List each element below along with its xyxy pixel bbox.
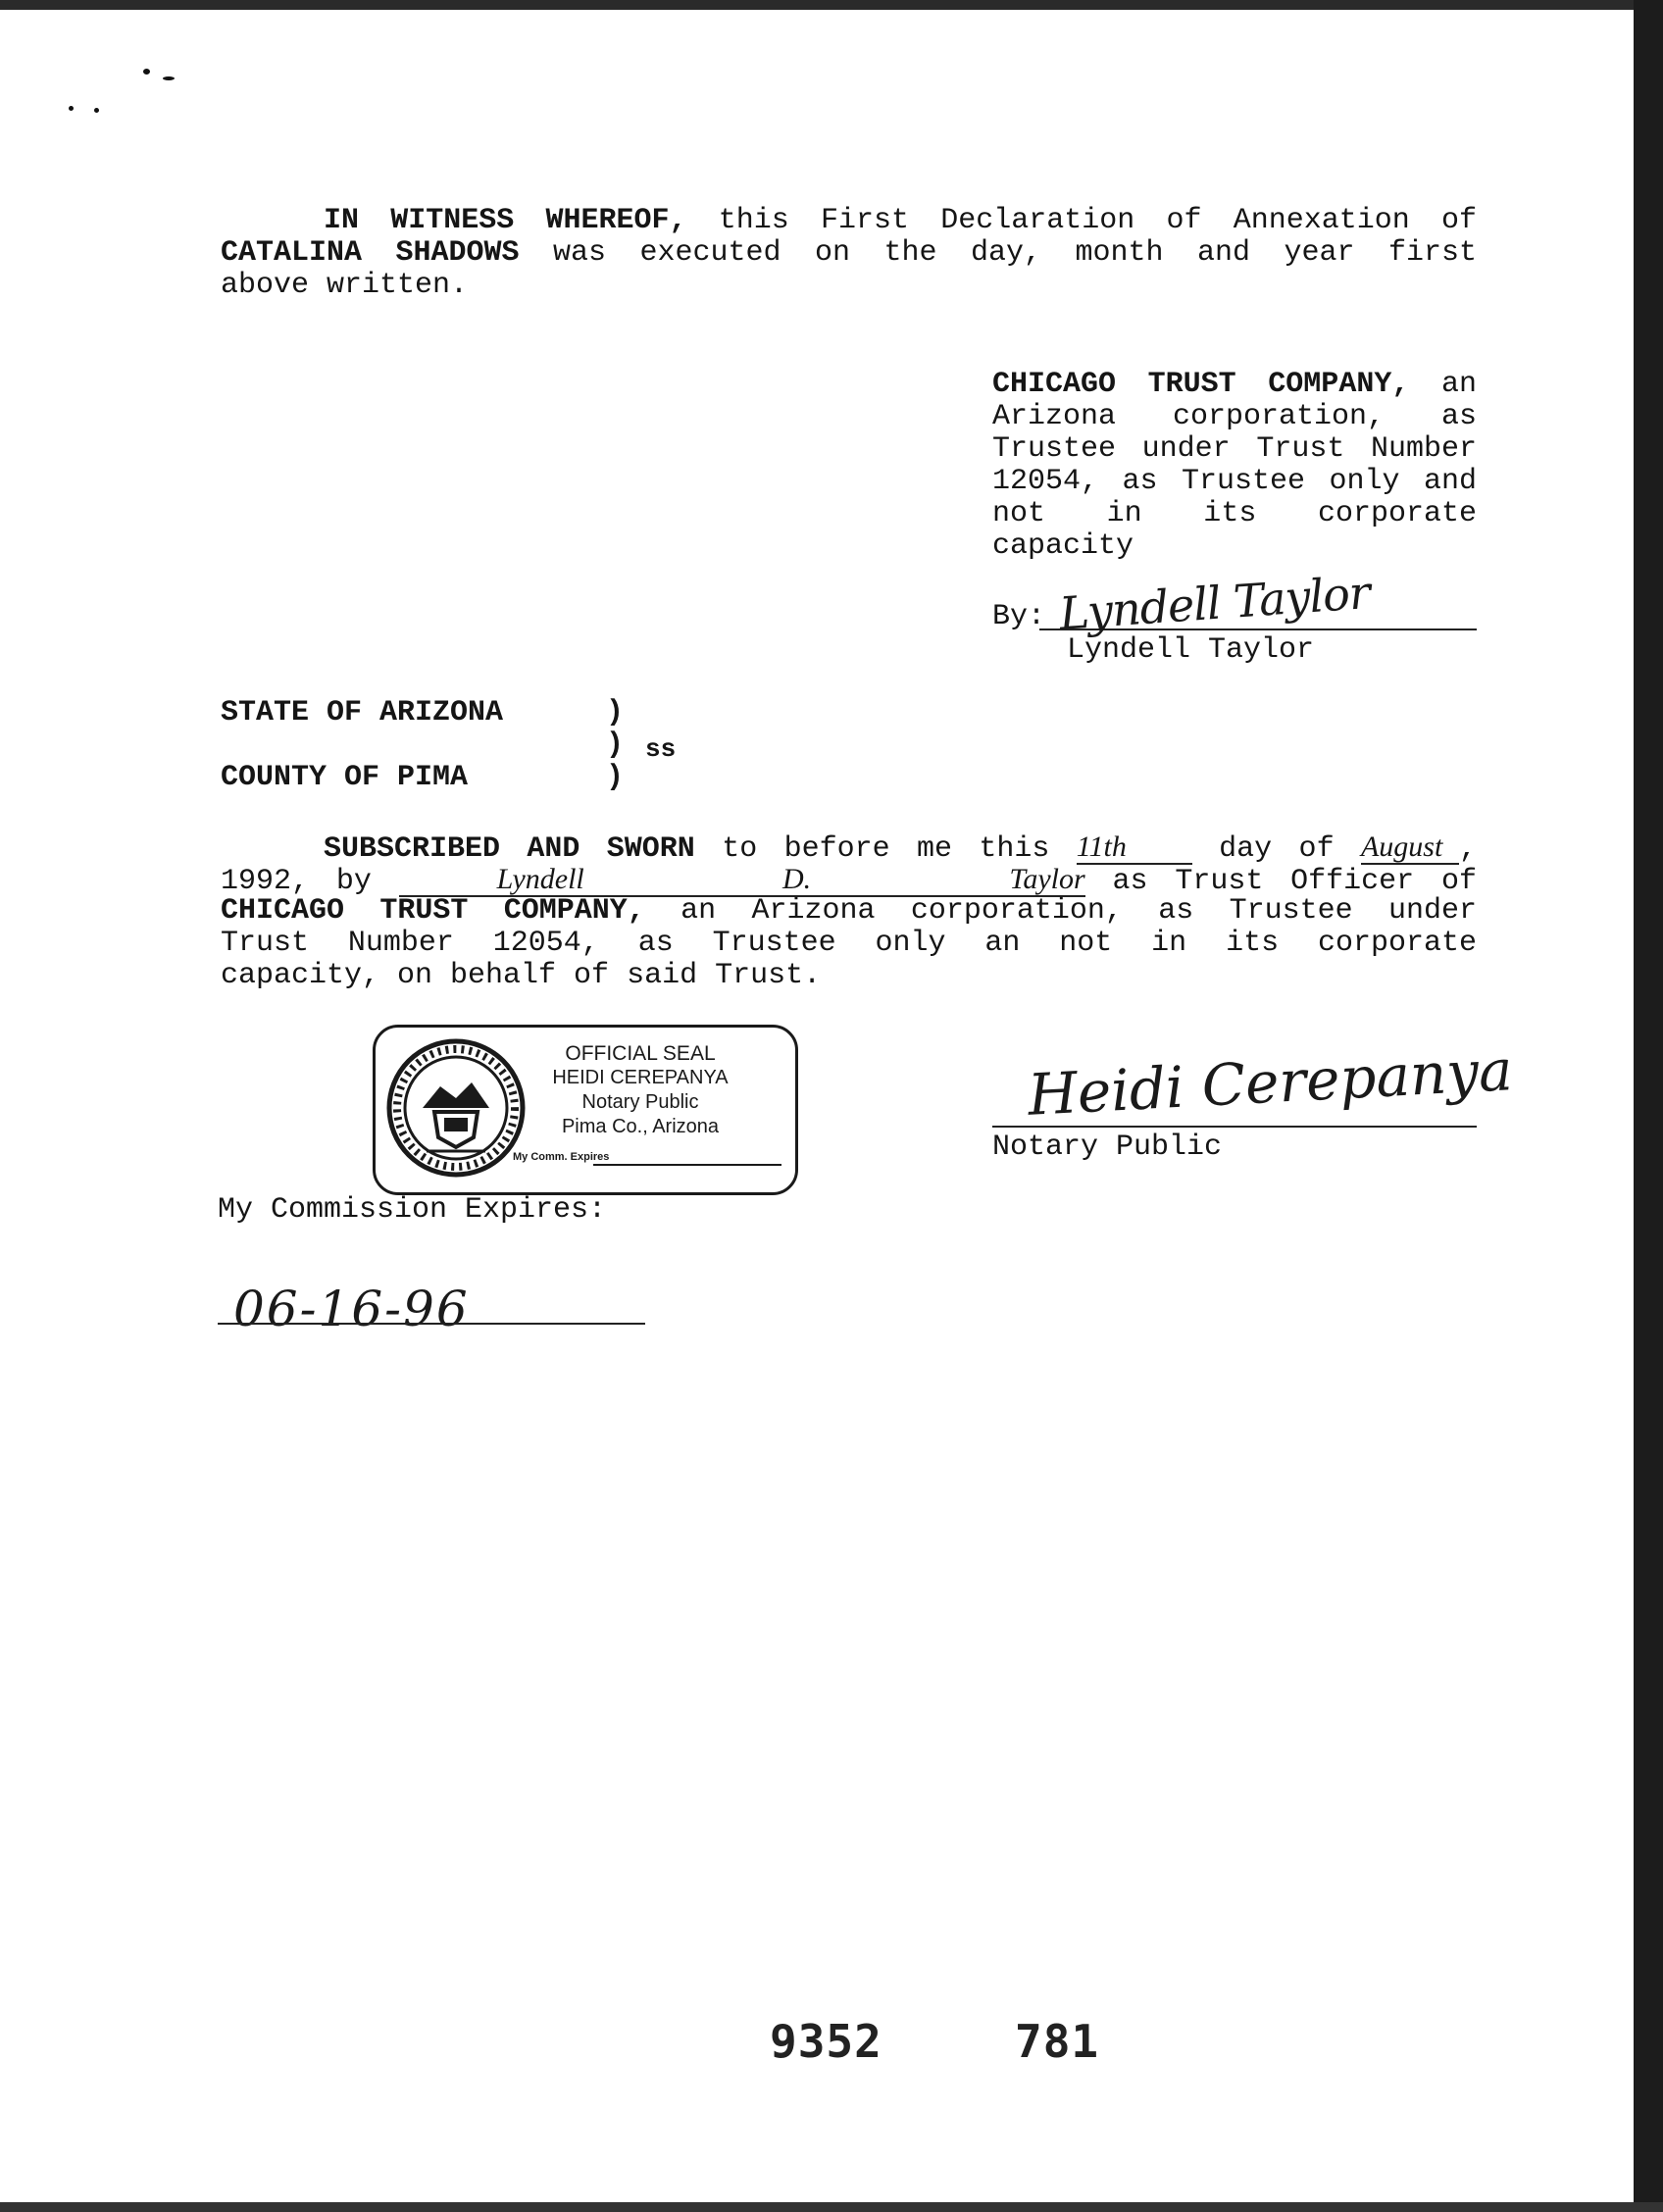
jurat-month: August xyxy=(1361,830,1459,865)
jurat-line-5: capacity, on behalf of said Trust. xyxy=(221,959,822,992)
notary-signature: Heidi Cerepanya xyxy=(1026,1036,1515,1129)
page-number: 781 xyxy=(1015,2015,1100,2068)
scan-edge-bottom xyxy=(0,2202,1663,2212)
jurat-line-1 xyxy=(221,830,1477,866)
witness-line-3: above written. xyxy=(221,269,469,302)
seal-county: Pima Co., Arizona xyxy=(561,1116,720,1137)
signer-name: Lyndell Taylor xyxy=(1067,633,1315,667)
company-name: CHICAGO TRUST COMPANY, xyxy=(992,368,1410,401)
jurat-line-3 xyxy=(221,895,1477,928)
witness-paragraph xyxy=(221,205,1477,302)
venue-ss: ss xyxy=(645,734,677,764)
company-line-1-text: an xyxy=(1440,368,1477,401)
seal-expires-line xyxy=(593,1164,781,1166)
jurat-company: CHICAGO TRUST COMPANY, xyxy=(221,894,645,928)
project-name: CATALINA SHADOWS xyxy=(221,236,520,270)
witness-line-1 xyxy=(221,205,1477,237)
company-line-4: 12054, as Trustee only and xyxy=(992,465,1477,498)
company-line-2: Arizona corporation, as xyxy=(992,400,1477,433)
scan-speck xyxy=(163,76,175,80)
venue-paren-2: ) xyxy=(606,729,625,762)
company-block xyxy=(992,369,1477,563)
jurat-officer-role: as Trust Officer of xyxy=(1112,865,1477,898)
by-label: By: xyxy=(992,600,1046,633)
notary-label: Notary Public xyxy=(992,1131,1223,1164)
jurat-day-of: day of xyxy=(1219,832,1335,866)
company-line-6: capacity xyxy=(992,529,1134,563)
notary-signature-line xyxy=(992,1126,1477,1128)
company-line-5: not in its corporate xyxy=(992,497,1477,530)
seal-role: Notary Public xyxy=(581,1091,699,1113)
venue-state: STATE OF ARIZONA xyxy=(221,696,504,729)
jurat-paragraph xyxy=(221,830,1477,992)
commission-label: My Commission Expires: xyxy=(218,1193,607,1227)
company-line-3: Trustee under Trust Number xyxy=(992,432,1477,466)
witness-line-1-text: this First Declaration of Annexation of xyxy=(718,204,1477,237)
jurat-line-1-text: to before me this xyxy=(722,832,1050,866)
scan-speck xyxy=(143,69,150,75)
state-seal-icon xyxy=(383,1035,529,1181)
seal-title: OFFICIAL SEAL xyxy=(565,1042,716,1065)
venue-paren-3: ) xyxy=(606,761,625,794)
witness-line-2 xyxy=(221,237,1477,270)
seal-text xyxy=(523,1041,758,1139)
venue-county: COUNTY OF PIMA xyxy=(221,761,469,794)
venue-paren-1: ) xyxy=(606,696,625,729)
commission-line xyxy=(218,1323,645,1325)
seal-expires-label: My Comm. Expires xyxy=(513,1151,610,1163)
jurat-line-3-text: an Arizona corporation, as Trustee under xyxy=(680,894,1477,928)
commission-date: 06-16-96 xyxy=(233,1281,470,1337)
jurat-comma: , xyxy=(1458,832,1477,866)
jurat-officer-name: Lyndell D. Taylor xyxy=(399,863,1085,897)
scan-edge-right xyxy=(1634,0,1663,2212)
jurat-year: 1992, by xyxy=(221,865,372,898)
document-number: 9352 xyxy=(770,2015,882,2068)
jurat-line-2 xyxy=(221,863,1477,898)
scan-speck xyxy=(69,106,74,111)
scan-speck xyxy=(94,108,99,113)
jurat-day: 11th xyxy=(1077,830,1192,865)
witness-line-2-text: was executed on the day, month and year first xyxy=(553,236,1477,270)
jurat-lead: SUBSCRIBED AND SWORN xyxy=(324,832,695,866)
witness-lead: IN WITNESS WHEREOF, xyxy=(324,204,687,237)
notary-seal-stamp xyxy=(373,1025,798,1195)
seal-notary-name: HEIDI CEREPANYA xyxy=(552,1067,729,1088)
scan-edge-top xyxy=(0,0,1663,10)
jurat-line-4: Trust Number 12054, as Trustee only an not in its corporate xyxy=(221,927,1477,960)
company-line-1 xyxy=(992,369,1477,401)
trustee-signature: Lyndell Taylor xyxy=(1057,566,1372,640)
